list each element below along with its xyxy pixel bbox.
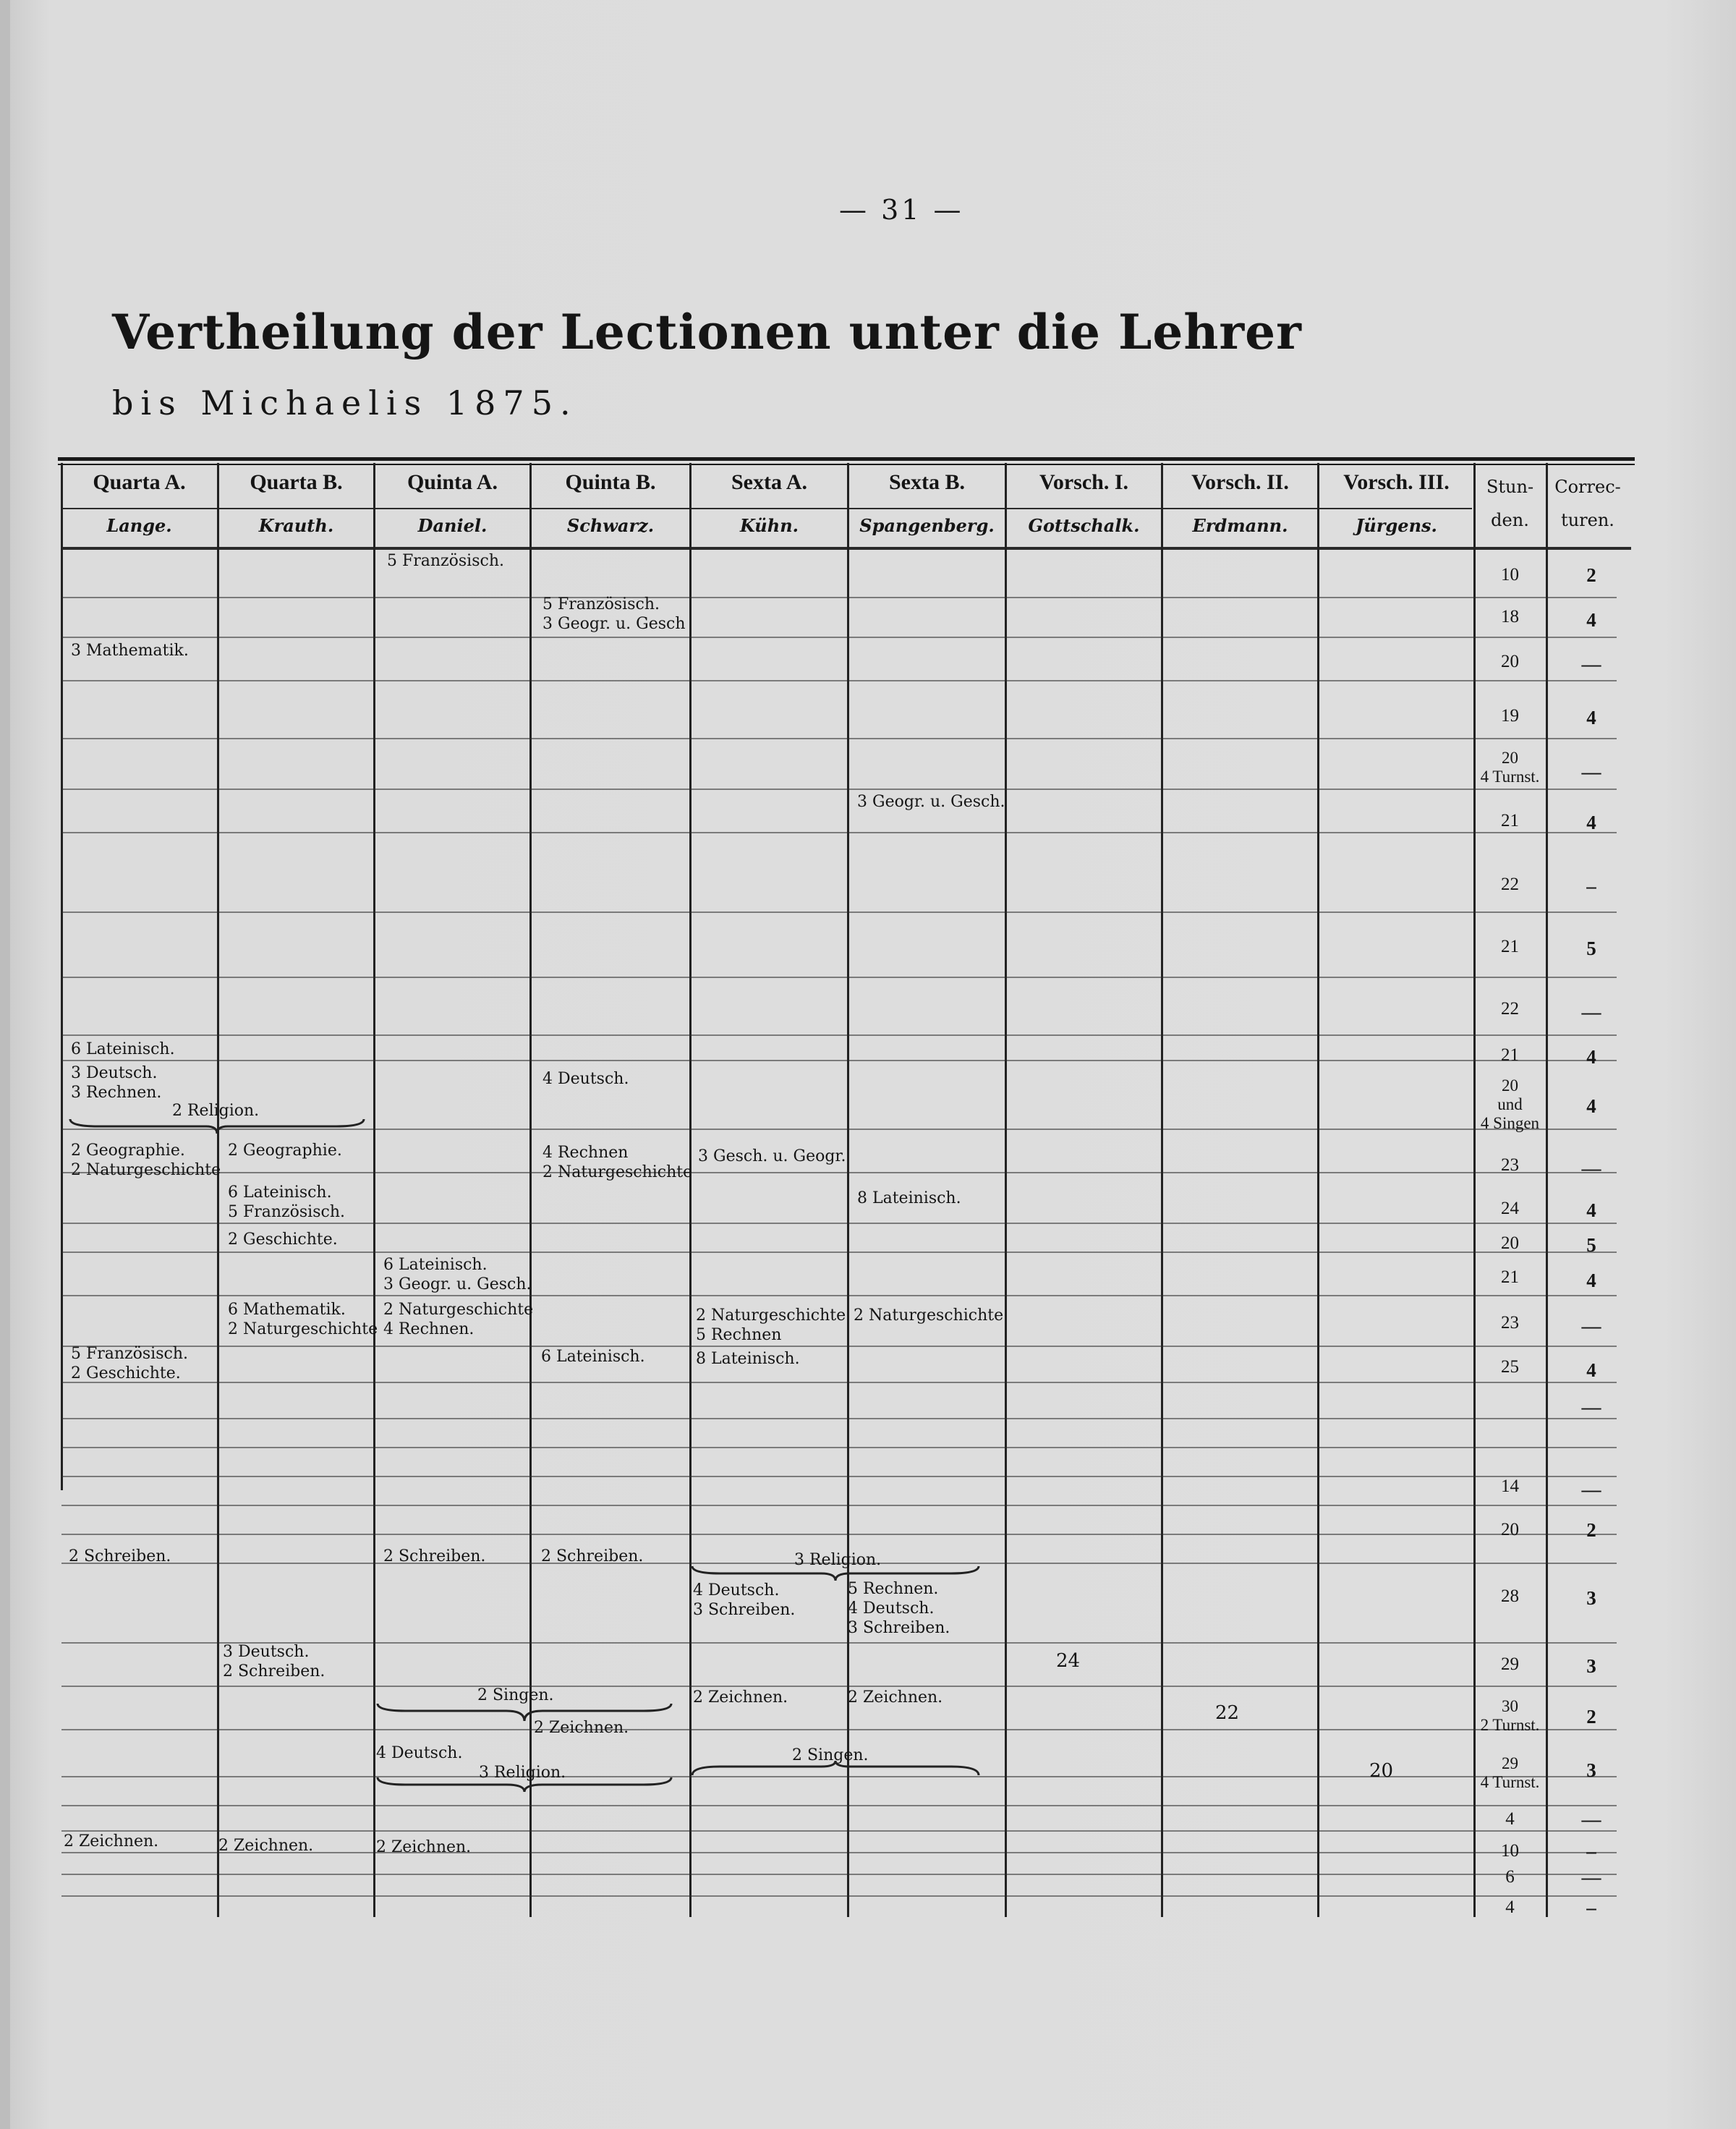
row-line [61, 1172, 1617, 1173]
correcturen-value: — [1581, 1809, 1601, 1830]
entry: 20 [1369, 1760, 1394, 1782]
row-line [61, 1476, 1617, 1477]
entry: 2 Singen. [792, 1746, 869, 1764]
row-line [61, 789, 1617, 790]
entry: 3 Religion. [794, 1551, 882, 1569]
entry: 4 Deutsch. 3 Schreiben. [693, 1581, 796, 1619]
entry: 8 Lateinisch. [696, 1350, 800, 1368]
header-teacher-daniel: Daniel. [417, 515, 488, 536]
entry: 5 Französisch. 2 Geschichte. [71, 1345, 188, 1382]
stunden-value: 25 [1501, 1357, 1519, 1377]
entry: 3 Deutsch. 2 Schreiben. [223, 1643, 326, 1680]
row-line [61, 977, 1617, 978]
header-class-quinta-b: Quinta B. [565, 470, 656, 494]
row-line [61, 1874, 1617, 1875]
page-number: — 31 — [839, 194, 964, 226]
header-class-vorsch-3: Vorsch. III. [1343, 470, 1450, 494]
row-line [61, 1295, 1617, 1296]
stunden-value: 20 und 4 Singen [1480, 1076, 1540, 1132]
top-rule [58, 457, 1635, 461]
correcturen-value: 4 [1586, 609, 1596, 631]
top-rule-thin [58, 464, 1635, 465]
correcturen-value: 4 [1586, 1199, 1596, 1221]
row-line [61, 738, 1617, 739]
entry: 5 Französisch. 3 Geogr. u. Gesch [542, 595, 686, 633]
stunden-value: 29 4 Turnst. [1480, 1754, 1540, 1791]
correcturen-value: — [1581, 1396, 1601, 1418]
correcturen-value: 2 [1586, 1706, 1596, 1728]
correcturen-value: 3 [1586, 1759, 1596, 1781]
row-line [61, 1895, 1617, 1897]
row-line [61, 911, 1617, 913]
header-teacher-kuehn: Kühn. [739, 515, 799, 536]
row-line [61, 1505, 1617, 1506]
stunden-value: 4 [1505, 1809, 1515, 1829]
entry: 5 Rechnen. 4 Deutsch. 3 Schreiben. [848, 1580, 950, 1637]
header-class-sexta-a: Sexta A. [731, 470, 807, 494]
stunden-value: 10 [1501, 565, 1519, 585]
stunden-value: 21 [1501, 1267, 1519, 1287]
row-line [61, 680, 1617, 681]
entry: 4 Deutsch. [542, 1070, 629, 1088]
row-line [61, 1418, 1617, 1419]
correcturen-value: — [1581, 1479, 1601, 1500]
correcturen-value: — [1581, 653, 1601, 675]
entry: 2 Zeichnen. [376, 1838, 472, 1856]
entry: 3 Geogr. u. Gesch. [857, 793, 1005, 811]
correcturen-value: — [1581, 1157, 1601, 1179]
header-class-vorsch-1: Vorsch. I. [1039, 470, 1129, 494]
stunden-value: 20 [1501, 1233, 1519, 1253]
header-class-quarta-b: Quarta B. [250, 470, 343, 494]
entry: 6 Lateinisch. 3 Geogr. u. Gesch. [383, 1256, 532, 1293]
entry: 6 Lateinisch. [71, 1040, 175, 1058]
correcturen-value: — [1581, 1315, 1601, 1337]
correcturen-value: 5 [1586, 1234, 1596, 1256]
row-line [61, 597, 1617, 598]
page-subtitle: bis Michaelis 1875. [112, 383, 578, 422]
stunden-value: 22 [1501, 875, 1519, 894]
correcturen-value: — [1581, 1866, 1601, 1888]
stunden-value: 18 [1501, 607, 1519, 626]
row-line [61, 1060, 1617, 1061]
correcturen-value: 4 [1586, 1270, 1596, 1291]
header-class-quarta-a: Quarta A. [93, 470, 186, 494]
row-line [61, 637, 1617, 638]
entry: 3 Religion. [479, 1764, 566, 1782]
correcturen-value: 4 [1586, 1046, 1596, 1068]
header-class-sexta-b: Sexta B. [889, 470, 965, 494]
entry: 2 Geschichte. [228, 1231, 338, 1249]
header-teacher-spangenberg: Spangenberg. [859, 515, 995, 536]
header-teacher-erdmann: Erdmann. [1192, 515, 1288, 536]
page-spine [0, 0, 10, 2129]
stunden-value: 21 [1501, 937, 1519, 956]
entry: 2 Naturgeschichte 4 Rechnen. [383, 1301, 534, 1338]
entry: 22 [1215, 1702, 1240, 1724]
correcturen-value: 4 [1586, 707, 1596, 728]
header-stunden: Stun- den. [1486, 477, 1534, 530]
stunden-value: 20 [1501, 1520, 1519, 1539]
row-line [61, 1686, 1617, 1687]
entry: 6 Lateinisch. 5 Französisch. [228, 1184, 345, 1221]
entry: 3 Deutsch. 3 Rechnen. [71, 1064, 162, 1102]
stunden-value: 23 [1501, 1313, 1519, 1333]
stunden-value: 22 [1501, 999, 1519, 1019]
stunden-value: 30 2 Turnst. [1480, 1697, 1540, 1734]
entry: 6 Lateinisch. [541, 1348, 645, 1366]
row-line [61, 1830, 1617, 1832]
entry: 3 Mathematik. [71, 642, 189, 660]
stunden-value: 21 [1501, 1045, 1519, 1065]
entry: 2 Singen. [477, 1686, 554, 1704]
entry: 3 Gesch. u. Geogr. [698, 1147, 846, 1165]
correcturen-value: — [1581, 761, 1601, 783]
header-class-quinta-a: Quinta A. [407, 470, 498, 494]
row-line [61, 1534, 1617, 1535]
entry: 2 Schreiben. [69, 1547, 171, 1565]
stunden-value: 19 [1501, 706, 1519, 726]
correcturen-value: — [1581, 1001, 1601, 1023]
page-title: Vertheilung der Lectionen unter die Lehrer [112, 304, 1302, 360]
header-divider [61, 508, 1472, 509]
header-correcturen: Correc- turen. [1554, 477, 1621, 530]
entry: 8 Lateinisch. [857, 1189, 961, 1207]
row-line [61, 1729, 1617, 1730]
correcturen-value: 4 [1586, 812, 1596, 833]
entry: 4 Rechnen 2 Naturgeschichte [542, 1144, 693, 1181]
entry: 2 Geographie. [228, 1142, 342, 1160]
header-teacher-krauth: Krauth. [258, 515, 334, 536]
entry: 24 [1056, 1650, 1081, 1672]
stunden-value: 21 [1501, 811, 1519, 830]
correcturen-value: 2 [1586, 564, 1596, 586]
stunden-value: 23 [1501, 1155, 1519, 1175]
header-bottom-rule [61, 547, 1631, 550]
entry: 2 Schreiben. [383, 1547, 486, 1565]
entry: 6 Mathematik. 2 Naturgeschichte [228, 1301, 378, 1338]
entry: 2 Zeichnen. [534, 1719, 629, 1737]
entry: 2 Zeichnen. [64, 1832, 159, 1850]
entry: 2 Naturgeschichte [854, 1306, 1004, 1325]
entry: 2 Religion. [172, 1102, 260, 1120]
row-line [61, 1447, 1617, 1448]
row-line [61, 1382, 1617, 1383]
stunden-value: 28 [1501, 1586, 1519, 1606]
row-line [61, 1805, 1617, 1806]
entry: 5 Französisch. [387, 552, 504, 570]
correcturen-value: – [1586, 1840, 1596, 1862]
entry: 4 Deutsch. [376, 1744, 463, 1762]
correcturen-value: – [1586, 875, 1596, 897]
stunden-value: 20 [1501, 652, 1519, 671]
brace-religion [69, 1118, 365, 1135]
entry: 2 Zeichnen. [693, 1688, 788, 1707]
stunden-value: 4 [1505, 1898, 1515, 1917]
row-line [61, 1252, 1617, 1253]
row-line [61, 1346, 1617, 1347]
brace-religion-quinta [376, 1776, 673, 1793]
entry: 2 Zeichnen. [848, 1688, 943, 1707]
entry: 2 Naturgeschichte 5 Rechnen [696, 1306, 846, 1344]
correcturen-value: – [1586, 1897, 1596, 1918]
correcturen-value: 3 [1586, 1587, 1596, 1609]
entry: 2 Geographie. 2 Naturgeschichte [71, 1142, 221, 1179]
correcturen-value: 5 [1586, 938, 1596, 959]
correcturen-value: 4 [1586, 1359, 1596, 1381]
stunden-value: 29 [1501, 1654, 1519, 1674]
row-line [61, 832, 1617, 833]
entry: 2 Schreiben. [541, 1547, 644, 1565]
stunden-value: 24 [1501, 1199, 1519, 1218]
header-teacher-lange: Lange. [106, 515, 172, 536]
header-teacher-gottschalk: Gottschalk. [1028, 515, 1140, 536]
header-class-vorsch-2: Vorsch. II. [1191, 470, 1289, 494]
stunden-value: 10 [1501, 1841, 1519, 1861]
stunden-value: 20 4 Turnst. [1480, 749, 1540, 786]
correcturen-value: 3 [1586, 1655, 1596, 1677]
row-line [61, 1034, 1617, 1036]
stunden-value: 14 [1501, 1476, 1519, 1496]
header-teacher-juergens: Jürgens. [1356, 515, 1437, 536]
header-teacher-schwarz: Schwarz. [566, 515, 655, 536]
row-line [61, 1223, 1617, 1224]
entry: 2 Zeichnen. [218, 1837, 314, 1855]
correcturen-value: 4 [1586, 1095, 1596, 1117]
correcturen-value: 2 [1586, 1519, 1596, 1541]
brace-singen-sexta [691, 1759, 980, 1777]
stunden-value: 6 [1505, 1867, 1515, 1887]
